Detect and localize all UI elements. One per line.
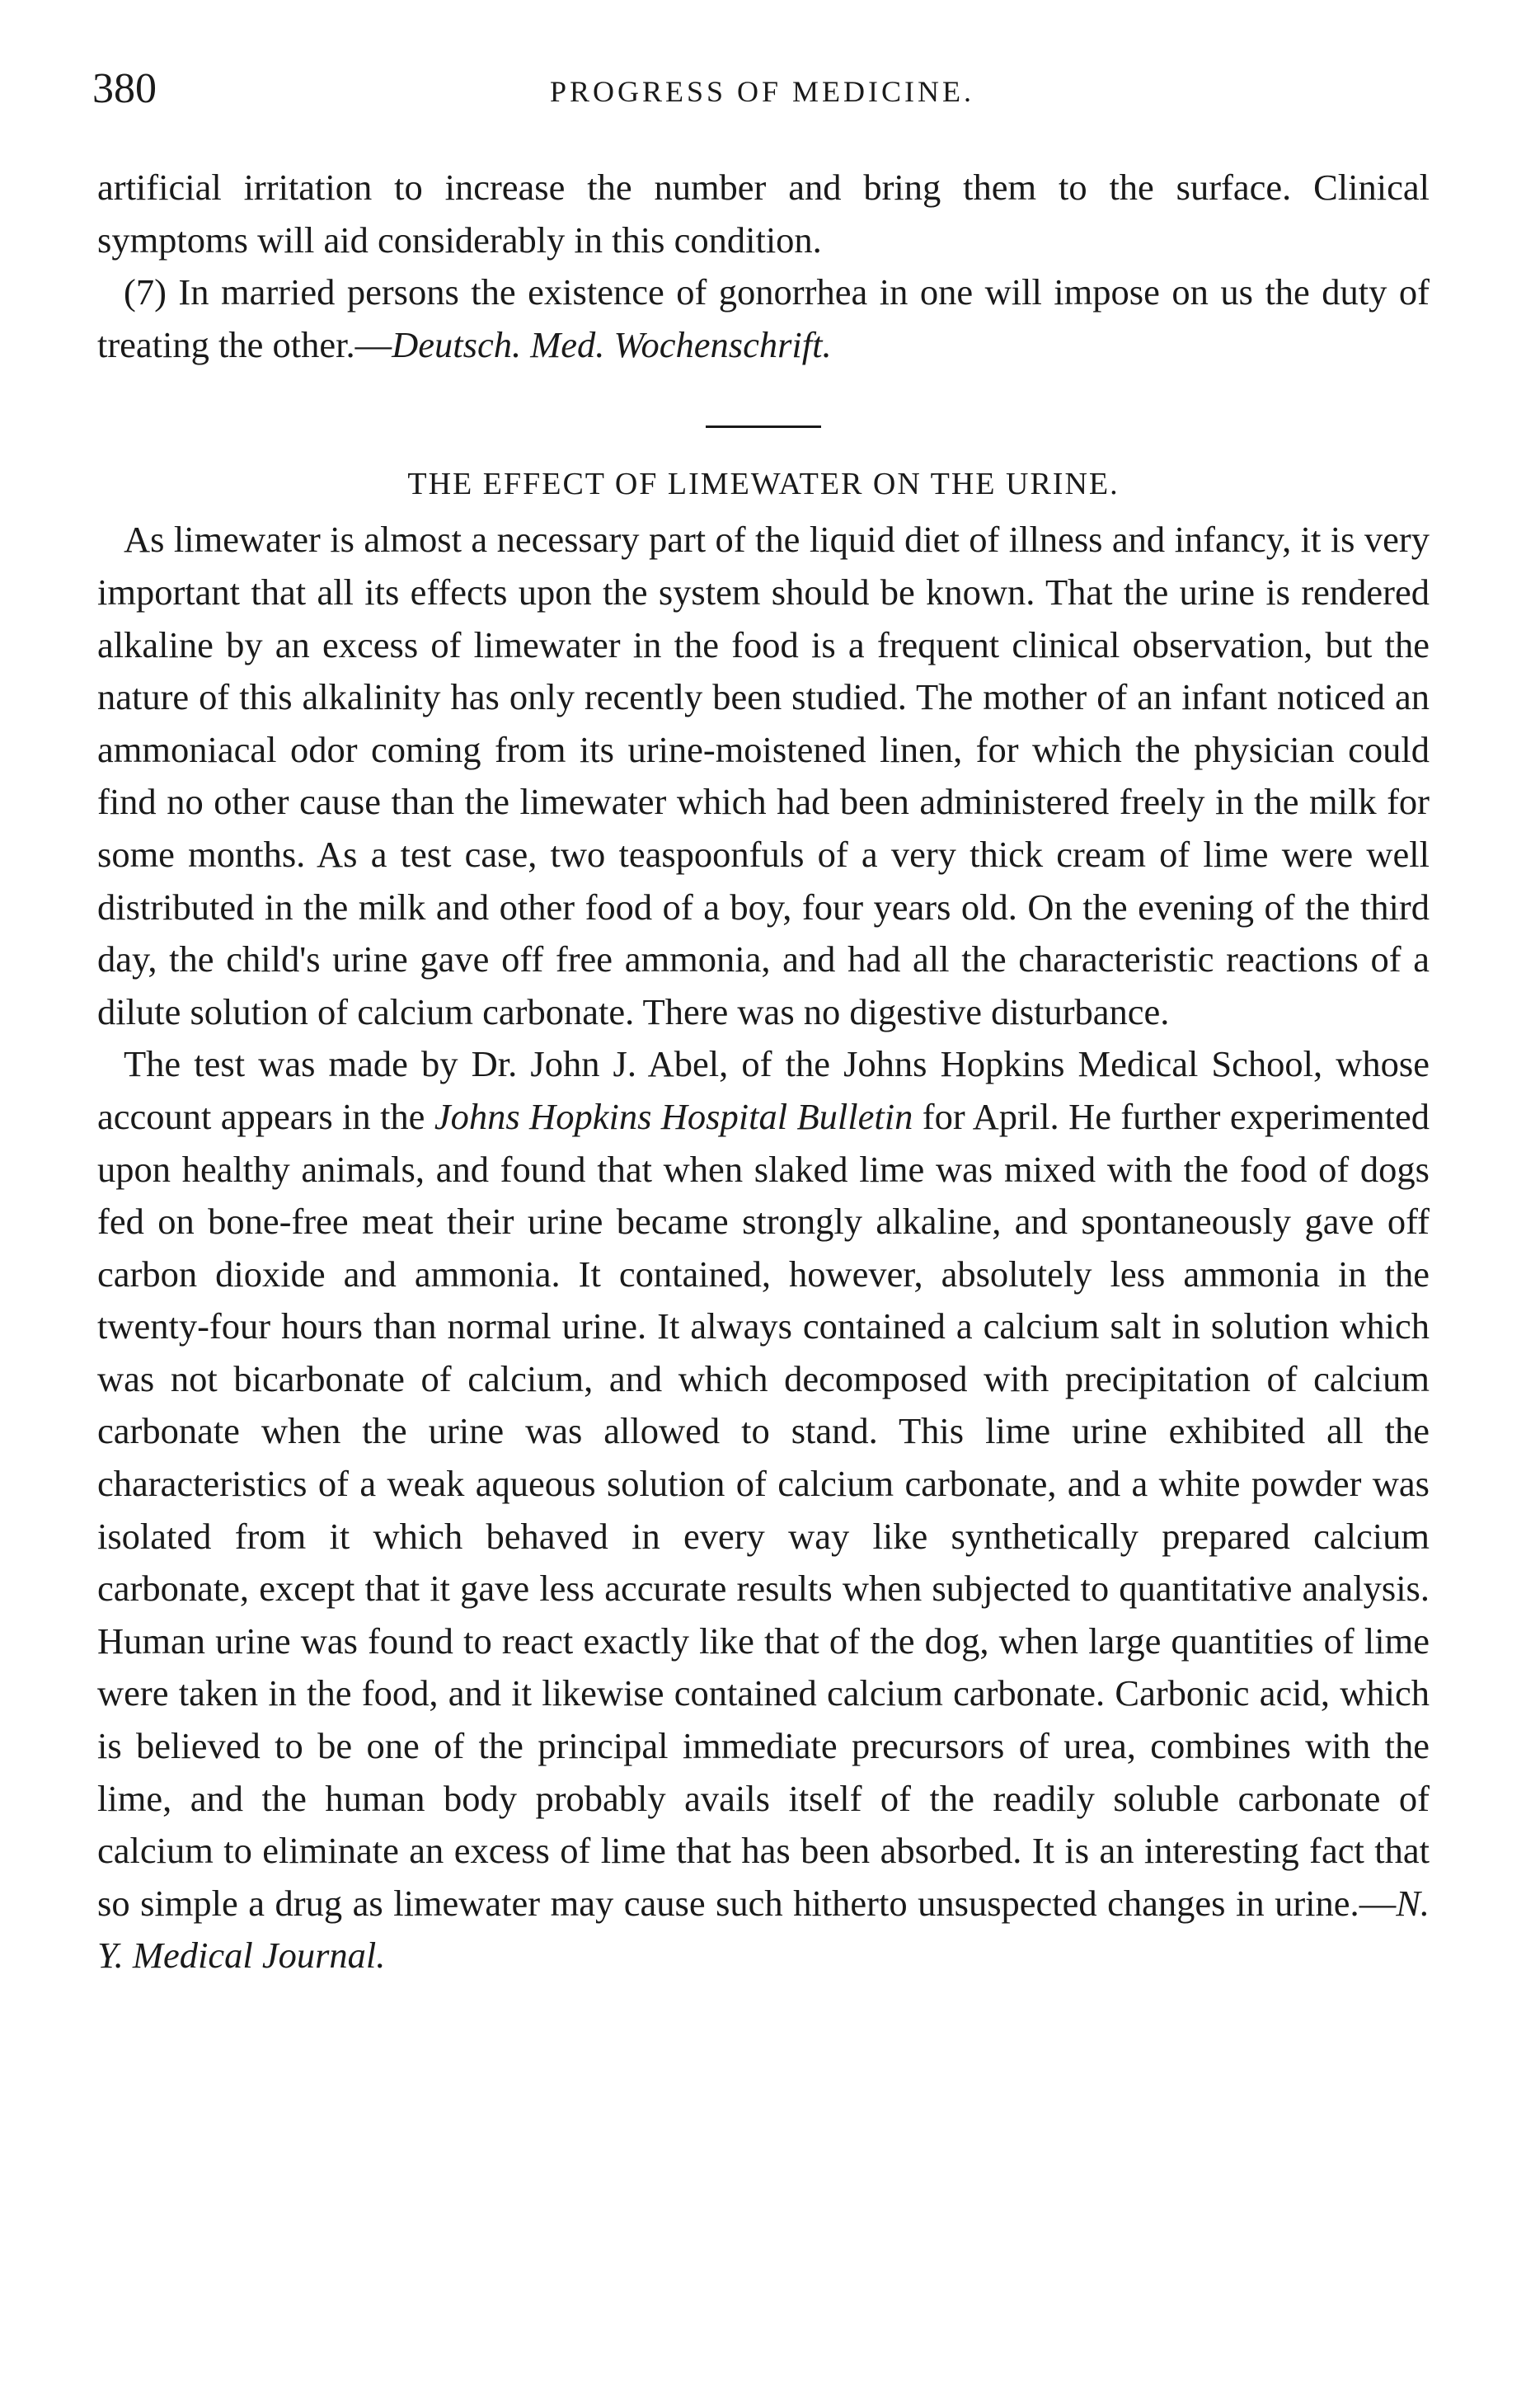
limewater-paragraph-2 xyxy=(97,1038,1430,1982)
section-divider xyxy=(706,425,821,428)
journal-title: Johns Hopkins Hospital Bulletin xyxy=(434,1095,913,1137)
page-number: 380 xyxy=(92,65,157,112)
page-header xyxy=(92,64,1432,122)
running-head: PROGRESS OF MEDICINE. xyxy=(549,75,975,108)
continuation-paragraph xyxy=(97,162,1430,266)
point-seven-text: (7) In married persons the existence of gonorrhea in one will impose on us the duty of treating the other. xyxy=(97,271,1430,365)
citation-dash-2: — xyxy=(1359,1882,1397,1924)
limewater-paragraph-1 xyxy=(97,514,1430,1038)
article-heading: THE EFFECT OF LIMEWATER ON THE URINE. xyxy=(407,467,1120,502)
point-seven-paragraph xyxy=(97,266,1430,371)
citation-dash: — xyxy=(354,323,392,365)
paragraph-2-start: The test was made by Dr. John J. Abel, of the Johns Hopkins Medical School, whose account appears in the xyxy=(97,1043,1430,1137)
paragraph-2-rest: for April. He further experimented upon healthy animals, and found that when slaked lime was mixed with the food of dogs fed on bone-free meat their urine became strongly alkaline, and spontaneously gave off carbon dioxide and ammonia. It contained, however, absolutely less ammonia in the twenty-four hours than normal urine. It always contained a calcium salt in solution which was not bicarbonate of calcium, and which decomposed with precipitation of calcium carbonate when the urine was allowed to stand. This lime urine exhibited all the characteristics of a weak aqueous solution of calcium carbonate, and a white powder was isolated from it which behaved in every way like synthetically prepared calcium carbonate, except that it gave less accurate results when subjected to quantitative analysis. Human urine was found to react exactly like that of the dog, when large quantities of lime were taken in the food, and it likewise contained calcium carbonate. Carbonic acid, which is believed to be one of the principal immediate precursors of urea, combines with the lime, and the human body probably avails itself of the readily soluble carbonate of calcium to eliminate an excess of lime that has been absorbed. It is an interesting fact that so simple a drug as limewater may cause such hitherto unsuspected changes in urine. xyxy=(97,1095,1430,1924)
citation-deutsch-med: Deutsch. Med. Wochenschrift. xyxy=(392,323,832,365)
continuation-text: artificial irritation to increase the number and bring them to the surface. Clinical symptoms will aid considerably in this condition. xyxy=(97,167,1430,261)
citation-ny-medical: N. Y. Medical Journal. xyxy=(97,1882,1430,1977)
page-body xyxy=(97,162,1430,1982)
paragraph-1-text: As limewater is almost a necessary part of the liquid diet of illness and infancy, it is very important that all its effects upon the system should be known. That the urine is rendered alkaline by an excess of limewater in the food is a frequent clinical observation, but the nature of this alkalinity has only recently been studied. The mother of an infant noticed an ammoniacal odor coming from its urine-moistened linen, for which the physician could find no other cause than the limewater which had been administered freely in the milk for some months. As a test case, two teaspoonfuls of a very thick cream of lime were well distributed in the milk and other food of a boy, four years old. On the evening of the third day, the child's urine gave off free ammonia, and had all the characteristic reactions of a dilute solution of calcium carbonate. There was no digestive disturbance. xyxy=(97,519,1430,1032)
